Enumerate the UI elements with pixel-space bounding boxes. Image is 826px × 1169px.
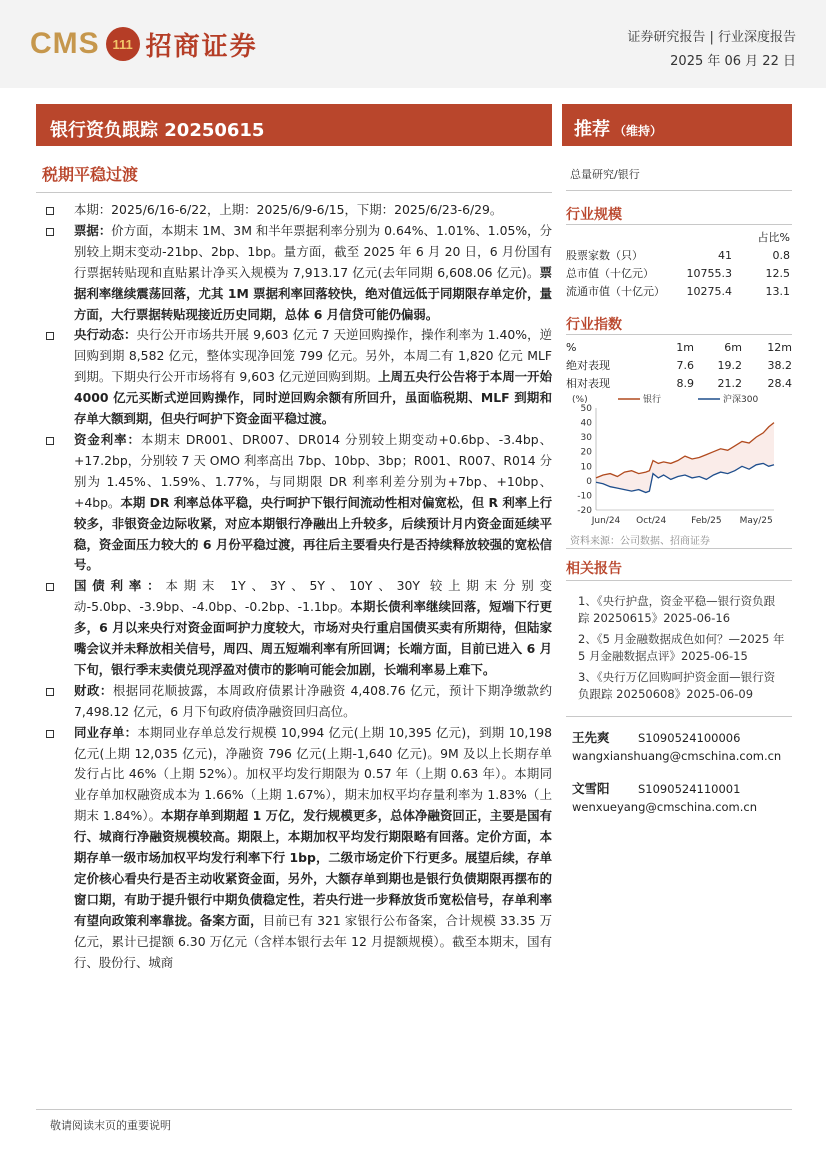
- bullet-text: 本期末 1Y、3Y、5Y、10Y、30Y 较上期末分别变动-5.0bp、-3.9bp、-4.0bp、-0.2bp、-1.1bp。: [74, 578, 552, 615]
- related-item[interactable]: 1、《央行护盘，资金平稳—银行资负跟踪 20250615》2025-06-16: [578, 594, 776, 625]
- bullet-text: 本期：2025/6/16-6/22，上期：2025/6/9-6/15，下期：2025/6/23-6/29。: [74, 202, 503, 217]
- analyst-id: S1090524110001: [638, 782, 741, 796]
- report-subtitle: 税期平稳过渡: [42, 165, 139, 184]
- x-tick-label: May/25: [739, 516, 773, 526]
- bullet-highlight: 票据利率继续震荡回落，尤其 1M 票据利率回落较快，绝对值远低于同期限存单定价，量方面，大行票据转贴现接近历史同期，总体 6 月信贷可能仍偏弱。: [74, 264, 552, 322]
- table-cell: 41: [718, 248, 732, 262]
- y-tick-label: 0: [586, 476, 592, 487]
- table-cell: 13.1: [765, 284, 790, 298]
- analyst-name: 文雪阳: [572, 781, 610, 796]
- related-item[interactable]: 3、《央行万亿回购呵护资金面—银行资负跟踪 20250608》2025-06-09: [578, 670, 776, 701]
- industry-index-title: 行业指数: [566, 317, 622, 333]
- table-cell: 19.2: [717, 358, 742, 372]
- y-tick-label: -20: [577, 506, 592, 516]
- y-tick-label: 30: [580, 433, 592, 444]
- bullet-lead: 资金利率：: [74, 431, 141, 447]
- analyst-2: [572, 779, 740, 797]
- table-header: [566, 228, 792, 246]
- bullet-lead: 央行动态：: [74, 327, 137, 343]
- y-tick-label: 40: [580, 418, 592, 429]
- y-tick-label: 10: [580, 462, 592, 473]
- table-cell: 12.5: [765, 266, 790, 280]
- table-cell: 相对表现: [566, 377, 610, 390]
- table-cell: 股票家数（只）: [566, 249, 643, 262]
- rc-rule-3: [566, 334, 792, 335]
- rating-bar: [562, 104, 792, 146]
- rating-main: 推荐: [574, 119, 610, 140]
- analyst-email[interactable]: wangxianshuang@cmschina.com.cn: [572, 749, 782, 763]
- table-row: [566, 246, 792, 264]
- bullet-text: 本期同业存单总发行规模 10,994 亿元(上期 10,395 亿元)，到期 10,198 亿元(上期 12,035 亿元)，净融资 796 亿元(上期-1,640 亿元)。9M 及以上长期存单发行占比 46%（上期 52%）。加权平均发行期限为 0.57 年（上期 0.63 年）。本期同业存单加权融资成本为 1.66%（上期 1.67%），期末加权平均存量利率为 1.83%（上期末 1.84%）。: [74, 724, 552, 824]
- bullet-highlight: 本期长债利率继续回落，短端下行更多，6 月以来央行对资金面呵护力度较大，市场对央行重启国债买卖有所期待，但陆家嘴会议并未释放相关信号，周四、周五短端利率有所回调；长端方面，目前已进入 6 月下旬，银行季末卖债兑现浮盈对债市的影响可能会加剧，长端利率易上难下。: [74, 599, 552, 677]
- related-title: 相关报告: [566, 561, 622, 577]
- bullet-paragraph: [40, 576, 552, 681]
- performance-chart: [570, 392, 792, 532]
- rating-sub: （维持）: [614, 124, 663, 138]
- table-cell: 8.9: [676, 376, 694, 390]
- x-tick-label: Feb/25: [691, 516, 722, 526]
- table-cell: 38.2: [767, 358, 792, 372]
- table-row: [566, 356, 792, 374]
- bullet-text: 本期末 DR001、DR007、DR014 分别较上期变动+0.6bp、-3.4bp、+17.2bp，分别较 7 天 OMO 利率高出 7bp、10bp、3bp；R001、R007、R014 分别为 1.45%、1.59%、1.77%，与同期限 DR 利率利差分别为+7bp、+10bp、+4bp。: [74, 431, 552, 510]
- report-title: 银行资负跟踪 20250615: [36, 104, 552, 146]
- industry-index-table: [566, 338, 792, 392]
- bullet-paragraph: [40, 200, 552, 221]
- industry-scale-table: [566, 228, 792, 300]
- table-header-cell: 12m: [767, 340, 792, 354]
- analyst-name: 王先爽: [572, 730, 610, 745]
- table-header: [566, 338, 792, 356]
- relative-area: [596, 423, 774, 493]
- legend-label: 沪深300: [723, 395, 759, 405]
- table-cell: 10755.3: [686, 266, 732, 280]
- table-cell: 7.6: [676, 358, 694, 372]
- footer-rule: [36, 1109, 792, 1110]
- table-cell: 10275.4: [686, 284, 732, 298]
- bullet-paragraph: [40, 681, 552, 723]
- bullet-paragraph: [40, 723, 552, 974]
- industry-scale-title: 行业规模: [566, 207, 622, 223]
- main-content: [40, 200, 552, 974]
- y-tick-label: 50: [580, 404, 592, 414]
- logo-cms-text: CMS: [30, 27, 100, 60]
- table-header-cell: %: [566, 340, 577, 354]
- table-cell: 21.2: [717, 376, 742, 390]
- related-item[interactable]: 2、《5 月金融数据成色如何？—2025 年 5 月金融数据点评》2025-06-15: [578, 632, 785, 663]
- bullet-lead: 财政：: [74, 682, 113, 698]
- bullet-paragraph: [40, 430, 552, 576]
- footer-note: 敬请阅读末页的重要说明: [50, 1119, 171, 1132]
- y-axis-label: (%): [572, 395, 588, 405]
- logo-cn-text: 招商证券: [145, 31, 258, 62]
- bullet-paragraph: [40, 325, 552, 430]
- classification: 总量研究/银行: [570, 168, 640, 181]
- bullet-lead: 同业存单：: [74, 724, 138, 740]
- rc-rule-6: [566, 716, 792, 717]
- bullet-lead: 票据：: [74, 222, 112, 238]
- analyst-id: S1090524100006: [638, 731, 741, 745]
- report-date: 2025 年 06 月 22 日: [670, 54, 796, 69]
- table-row: [566, 282, 792, 300]
- y-tick-label: 20: [580, 447, 592, 458]
- table-cell: 绝对表现: [566, 359, 610, 372]
- x-tick-label: Jun/24: [591, 516, 621, 526]
- bullet-lead: 国债利率：: [74, 578, 166, 594]
- table-cell: 流通市值（十亿元）: [566, 285, 665, 298]
- bullet-tail: 目前已有 321 家银行公布备案，合计规模 33.35 万亿元，累计已提额 6.30 万亿元（含样本银行去年 12 月提额规模）。截至本期末，国有行、股份行、城商: [74, 912, 552, 970]
- table-header-cell: 6m: [724, 340, 742, 354]
- bullet-text: 根据同花顺披露，本周政府债累计净融资 4,408.76 亿元，预计下期净缴款约 7,498.12 亿元，6 月下旬政府债净融资回归高位。: [74, 682, 553, 719]
- y-tick-label: -10: [577, 491, 592, 502]
- report-type: 证券研究报告 | 行业深度报告: [627, 30, 796, 45]
- bullet-paragraph: [40, 221, 552, 326]
- performance-chart-svg: [570, 392, 792, 532]
- rc-rule-4: [566, 548, 792, 549]
- bullet-highlight: 本期 DR 利率总体平稳，央行呵护下银行间流动性相对偏宽松，但 R 利率上行较多，非银资金边际收紧，对应本期银行净融出上升较多，后续预计月内资金面延续平稳，资金面压力较大的 6 月份平稳过渡，再往后主要看央行是否持续释放较强的宽松信号。: [74, 494, 552, 573]
- x-tick-label: Oct/24: [636, 516, 667, 526]
- company-logo: [30, 24, 258, 64]
- rc-rule-1: [566, 190, 792, 191]
- bullet-text: 央行公开市场共开展 9,603 亿元 7 天逆回购操作，操作利率为 1.40%，逆回购到期 8,582 亿元，整体实现净回笼 799 亿元。另外，本周二有 1,820 亿元 MLF 到期。下期央行公开市场将有 9,603 亿元逆回购到期。: [74, 327, 552, 385]
- table-header-cell: 1m: [676, 340, 694, 354]
- rc-rule-2: [566, 224, 792, 225]
- table-cell: 28.4: [767, 376, 792, 390]
- rc-rule-5: [566, 580, 792, 581]
- table-row: [566, 264, 792, 282]
- table-row: [566, 374, 792, 392]
- analyst-1: [572, 728, 740, 746]
- table-cell: 0.8: [772, 248, 790, 262]
- bullet-highlight: 本期存单到期超 1 万亿，发行规模更多，总体净融资回正，主要是国有行、城商行净融资规模较高。期限上，本期加权平均发行期限略有回落。定价方面，本期存单一级市场加权平均发行利率下行 1bp，二级市场定价下行更多。展望后续，存单定价核心看央行是否主动收紧资金面，另外，大额存单到期也是银行负债期限再摆布的窗口期，有助于提升银行中期负债稳定性，若央行进一步释放货币宽松信号，存单利率有望向政策利率靠拢。备案方面，: [74, 808, 552, 928]
- legend-label: 银行: [643, 395, 662, 405]
- logo-badge-icon: 111: [106, 27, 140, 61]
- chart-source: 资料来源：公司数据、招商证券: [570, 536, 710, 547]
- table-header-cell: 占比%: [757, 231, 790, 244]
- table-cell: 总市值（十亿元）: [566, 267, 654, 280]
- analyst-email[interactable]: wenxueyang@cmschina.com.cn: [572, 800, 758, 814]
- divider: [36, 192, 552, 193]
- bullet-text: 价方面，本期末 1M、3M 和半年票据利率分别为 0.64%、1.01%、1.05%，分别较上期末变动-21bp、2bp、1bp。量方面，截至 2025 年 6 月 20 日，6 月份国有行票据转贴现和直贴累计净买入规模为 7,913.17 亿元(去年同期 6,608.06 亿元)。: [74, 222, 552, 280]
- bullet-highlight: 上周五央行公告将于本周一开始 4000 亿元买断式逆回购操作，同时逆回购余额有所回升，虽面临税期、MLF 到期和存单大额到期，但央行呵护下资金面平稳过渡。: [74, 369, 552, 427]
